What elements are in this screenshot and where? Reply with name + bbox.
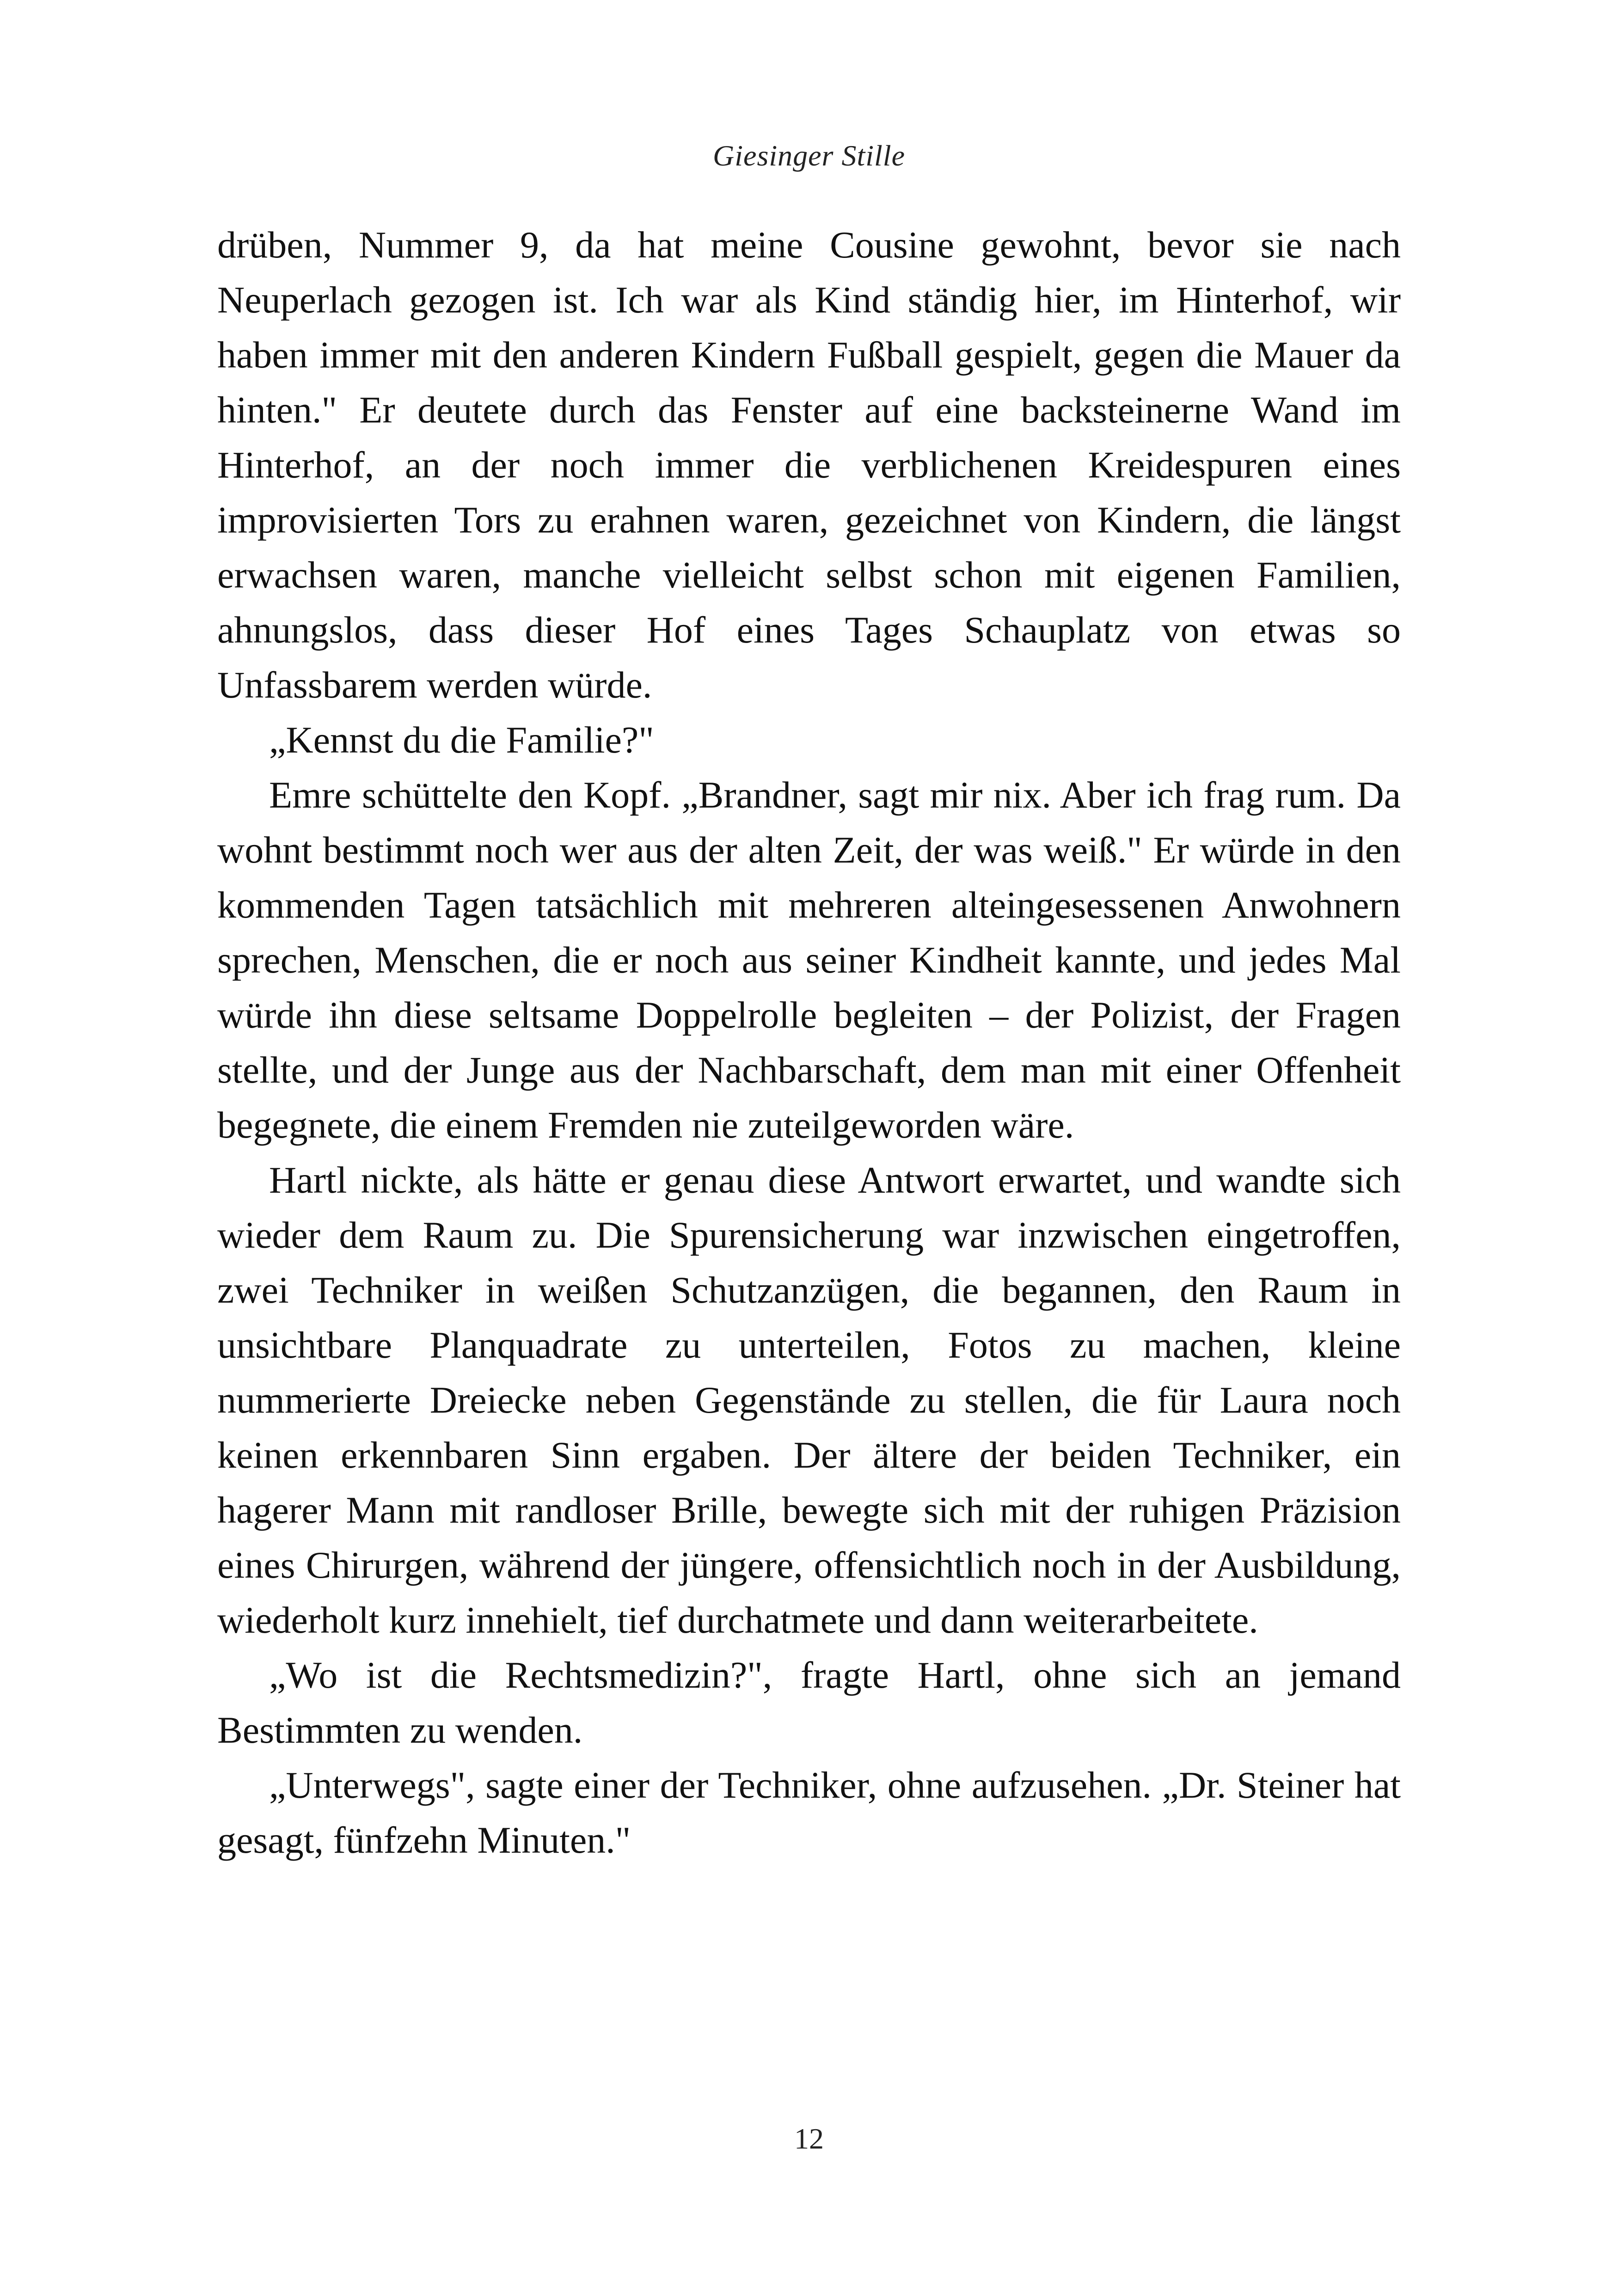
running-header: Giesinger Stille [713,139,905,172]
paragraph: „Unterwegs", sagte einer der Techniker, ohne aufzusehen. „Dr. Steiner hat gesagt, fünfzehn Minuten." [217,1764,1401,1861]
paragraph: Emre schüttelte den Kopf. „Brandner, sagt mir nix. Aber ich frag rum. Da wohnt bestimmt noch wer aus der alten Zeit, der was weiß." Er würde in den kommenden Tagen tatsächlich mit mehreren alteingesessenen Anwohnern sprechen, Menschen, die er noch aus seiner Kindheit kannte, und jedes Mal würde ihn diese seltsame Doppelrolle begleiten – der Polizist, der Fragen stellte, und der Junge aus der Nachbarschaft, dem man mit einer Offenheit begegnete, die einem Fremden nie zuteilgeworden wäre. [217,774,1401,1146]
page-number: 12 [794,2122,824,2155]
body-text [217,217,1401,1867]
paragraph: „Wo ist die Rechtsmedizin?", fragte Hartl, ohne sich an jemand Bestimmten zu wenden. [217,1654,1401,1751]
paragraph: „Kennst du die Familie?" [269,719,654,761]
paragraph: drüben, Nummer 9, da hat meine Cousine gewohnt, bevor sie nach Neuperlach gezogen ist. Ich war als Kind ständig hier, im Hinterhof, wir haben immer mit den anderen Kindern Fußball gespielt, gegen die Mauer da hinten." Er deutete durch das Fenster auf eine backsteinerne Wand im Hinterhof, an der noch immer die verblichenen Kreidespuren eines improvisierten Tors zu erahnen waren, gezeichnet von Kindern, die längst erwachsen waren, manche vielleicht selbst schon mit eigenen Familien, ahnungslos, dass dieser Hof eines Tages Schauplatz von etwas so Unfassbarem werden würde. [217,224,1401,706]
paragraph: Hartl nickte, als hätte er genau diese Antwort erwartet, und wandte sich wieder dem Raum zu. Die Spurensicherung war inzwischen eingetroffen, zwei Techniker in weißen Schutzanzügen, die begannen, den Raum in unsichtbare Planquadrate zu unterteilen, Fotos zu machen, kleine nummerierte Dreiecke neben Gegenstände zu stellen, die für Laura noch keinen erkennbaren Sinn ergaben. Der ältere der beiden Techniker, ein hagerer Mann mit randloser Brille, bewegte sich mit der ruhigen Präzision eines Chirurgen, während der jüngere, offensichtlich noch in der Ausbildung, wiederholt kurz innehielt, tief durchatmete und dann weiterarbeitete. [217,1159,1401,1641]
